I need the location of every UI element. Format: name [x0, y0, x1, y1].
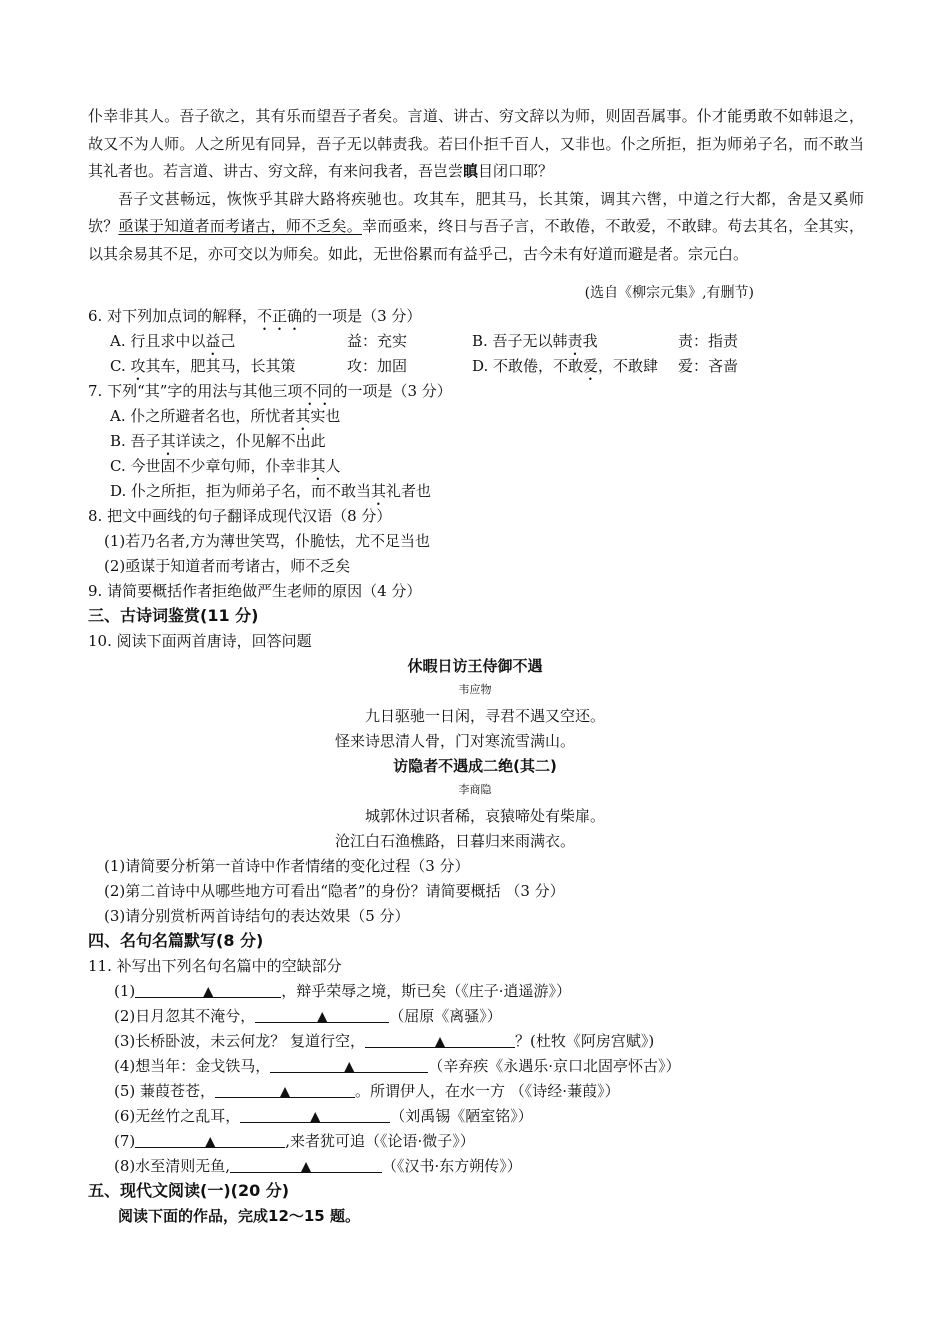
q6-stem: 6. 对下列加点词的解释，不正确的一项是（3 分） — [88, 307, 422, 325]
q7-option-a: A. 仆之所避者名也，所忧者其实也 — [110, 407, 341, 425]
q8-sub-1: (1)若乃名者,方为薄世笑骂，仆脆怯，尤不足当也 — [104, 532, 431, 550]
q7-option-d: D. 仆之所拒，拒为师弟子名，而不敢当其礼者也 — [110, 482, 432, 500]
triangle-icon: ▲ — [300, 1159, 312, 1175]
answer-blank[interactable] — [230, 1156, 382, 1173]
answer-blank[interactable] — [135, 981, 281, 998]
passage-paragraph-1: 仆幸非其人。吾子欲之，其有乐而望吾子者矣。言道、讲古、穷文辞以为师，则固吾属事。仆才能勇敢不如韩退之，故又不为人师。人之所见有同异，吾子无以韩责我。若曰仆拒千百人，又非也。仆之所拒，拒为师弟子名，而不敢当其礼者也。若言道、讲古、穷文辞，有来问我者，吾岂尝瞋目闭口耶？ — [88, 107, 864, 180]
q11-stem: 11. 补写出下列名句名篇中的空缺部分 — [88, 957, 342, 975]
passage-source: (选自《柳宗元集》,有删节) — [584, 285, 754, 301]
underlined-sentence: 亟谋于知道者而考诸古，师不乏矣。 — [118, 217, 362, 235]
answer-blank[interactable] — [365, 1031, 515, 1048]
q11-item-1: (1) ▲ ，辩乎荣辱之境，斯已矣（《庄子·逍遥游》） — [114, 982, 572, 1000]
poem-2-title: 访隐者不遇成二绝(其二) — [393, 757, 557, 775]
classical-passage — [88, 103, 864, 268]
q6-option-d-gloss: 爱：吝啬 — [678, 357, 739, 375]
q11-item-6: (6)无丝竹之乱耳， ▲ （刘禹锡《陋室铭》） — [114, 1107, 533, 1125]
poem-2-line-1: 城郭休过识者稀，哀猿啼处有柴扉。 — [364, 807, 605, 825]
q6-option-c: C. 攻其车，肥其马，长其策 — [110, 357, 296, 375]
section-5-title: 五、现代文阅读(一)(20 分) — [88, 1181, 290, 1200]
q6-option-c-gloss: 攻：加固 — [347, 357, 408, 375]
q7-option-c: C. 今世固不少章句师，仆幸非其人 — [110, 457, 341, 475]
q11-item-8: (8)水至清则无鱼, ▲ （《汉书·东方朔传》） — [114, 1157, 522, 1175]
q10-sub-2: (2)第二首诗中从哪些地方可看出“隐者”的身份？请简要概括 （3 分） — [104, 882, 565, 900]
triangle-icon: ▲ — [202, 984, 214, 1000]
emphasis-text: 不正确 — [257, 307, 303, 325]
q11-item-3: (3)长桥卧波，未云何龙？ 复道行空， ▲ ？(杜牧《阿房宫赋》) — [114, 1032, 655, 1050]
q6-option-a-gloss: 益：充实 — [347, 332, 408, 350]
answer-blank[interactable] — [240, 1106, 390, 1123]
poem-2-author: 李商隐 — [458, 783, 492, 796]
poem-1-line-2: 怪来诗思清人骨，门对寒流雪满山。 — [334, 732, 575, 750]
q10-sub-3: (3)请分别赏析两首诗结句的表达效果（5 分） — [104, 907, 410, 925]
section-3-title: 三、古诗词鉴赏(11 分) — [88, 606, 259, 625]
triangle-icon: ▲ — [434, 1034, 446, 1050]
triangle-icon: ▲ — [316, 1009, 328, 1025]
emphasis-text: 不同 — [302, 382, 333, 400]
triangle-icon: ▲ — [309, 1109, 321, 1125]
answer-blank[interactable] — [135, 1131, 285, 1148]
q8-stem: 8. 把文中画线的句子翻译成现代汉语（8 分） — [88, 507, 392, 525]
triangle-icon: ▲ — [279, 1084, 291, 1100]
poem-2-line-2: 沧江白石渔樵路，日暮归来雨满衣。 — [334, 832, 575, 850]
poem-1-title: 休暇日访王侍御不遇 — [407, 657, 543, 675]
q8-sub-2: (2)亟谋于知道者而考诸古，师不乏矣 — [104, 557, 351, 575]
q7-option-b: B. 吾子其详读之，仆见解不出此 — [110, 432, 326, 450]
section-4-title: 四、名句名篇默写(8 分) — [88, 931, 264, 950]
answer-blank[interactable] — [215, 1081, 355, 1098]
poem-1-author: 韦应物 — [458, 683, 492, 696]
q6-option-d: D. 不敢倦，不敢爱，不敢肆 — [472, 357, 659, 375]
q11-item-4: (4)想当年：金戈铁马， ▲ （辛弃疾《永遇乐·京口北固亭怀古》） — [114, 1057, 681, 1075]
triangle-icon: ▲ — [204, 1134, 216, 1150]
q6-option-b: B. 吾子无以韩责我 — [472, 332, 598, 350]
poem-1-line-1: 九日驱驰一日闲，寻君不遇又空还。 — [364, 707, 605, 725]
answer-blank[interactable] — [255, 1006, 389, 1023]
bold-char: 瞋 — [463, 162, 479, 180]
q9-stem: 9. 请简要概括作者拒绝做严生老师的原因（4 分） — [88, 582, 422, 600]
q10-sub-1: (1)请简要分析第一首诗中作者情绪的变化过程（3 分） — [104, 857, 470, 875]
triangle-icon: ▲ — [343, 1059, 355, 1075]
q7-stem: 7. 下列“其”字的用法与其他三项不同的一项是（3 分） — [88, 382, 452, 400]
section-5-instruction: 阅读下面的作品，完成12～15 题。 — [118, 1207, 360, 1225]
answer-blank[interactable] — [270, 1056, 428, 1073]
q11-item-7: (7) ▲ ,来者犹可追（《论语·微子》） — [114, 1132, 475, 1150]
q6-option-b-gloss: 责：指责 — [678, 332, 739, 350]
passage-paragraph-2: 吾子文甚畅远，恢恢乎其辟大路将疾驰也。攻其车，肥其马，长其策，调其六辔，中道之行大都，舍是又奚师欤？亟谋于知道者而考诸古，师不乏矣。幸而亟来，终日与吾子言，不敢倦，不敢爱，不敢肆。苟去其名，全其实，以其余易其不足，亦可交以为师矣。如此，无世俗累而有益乎己，古今未有好道而避是者。宗元白。 — [88, 189, 864, 263]
q11-item-2: (2)日月忽其不淹兮， ▲ （屈原《离骚》） — [114, 1007, 502, 1025]
q6-option-a: A. 行且求中以益己 — [110, 332, 236, 350]
q11-item-5: (5) 蒹葭苍苍， ▲ 。所谓伊人，在水一方 （《诗经·蒹葭》） — [114, 1082, 620, 1100]
q10-stem: 10. 阅读下面两首唐诗，回答问题 — [88, 632, 312, 650]
